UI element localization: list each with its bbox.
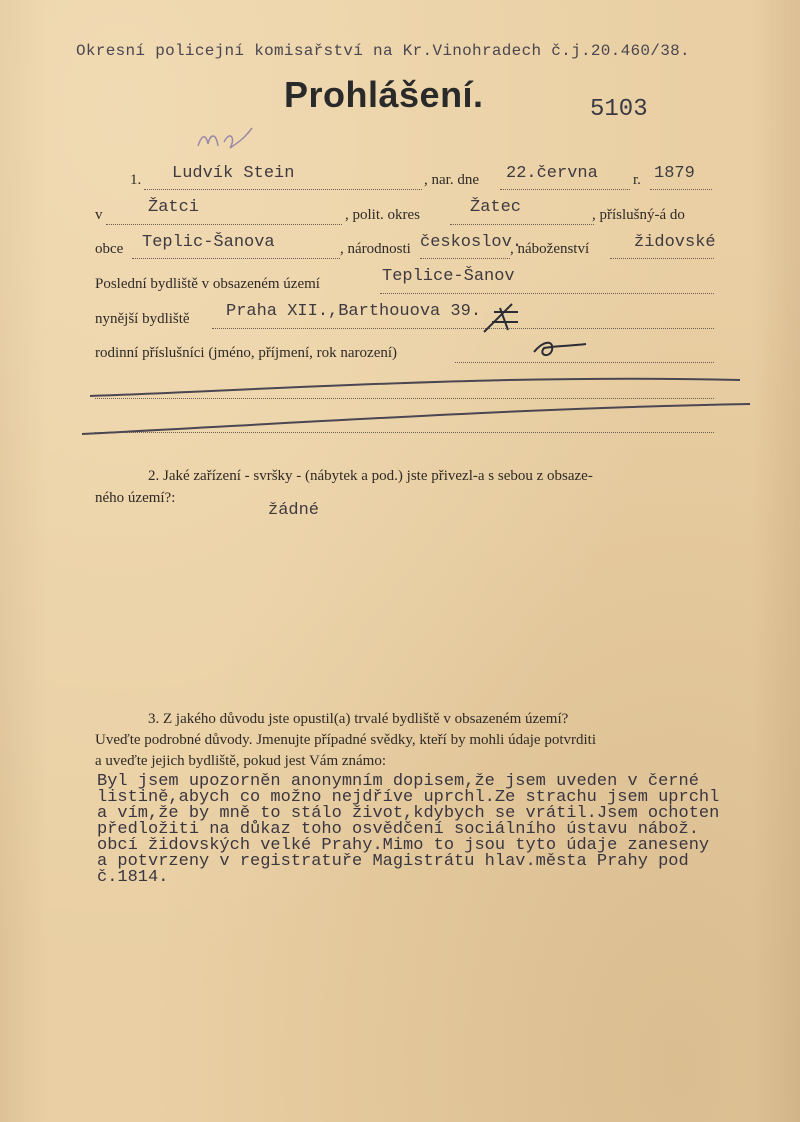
section2-answer: žádné — [268, 501, 320, 520]
office-header: Okresní policejní komisařství na Kr.Vinohradech č.j.20.460/38. — [76, 42, 690, 60]
page-title: Prohlášení. — [284, 74, 484, 115]
answer-line: a potvrzeny v registratuře Magistrátu hlav.města Prahy pod — [97, 852, 689, 871]
answer-line: Byl jsem upozorněn anonymním dopisem,že jsem uveden v černé — [97, 772, 699, 791]
district-value: Žatec — [470, 198, 522, 217]
answer-line: listině,abych co možno nejdříve uprchl.Ze strachu jsem uprchl — [97, 788, 720, 807]
section3-answer — [97, 774, 719, 886]
born-label: , nar. dne — [424, 172, 479, 188]
district-label: , polit. okres — [345, 207, 420, 223]
section3-question-line3: a uveďte jejich bydliště, pokud jest Vám známo: — [95, 753, 387, 769]
answer-line: předložiti na důkaz toho osvědčení sociálního ústavu nábož. — [97, 820, 699, 839]
year-value: 1879 — [654, 164, 695, 183]
religion-value: židovské — [634, 233, 716, 252]
name-value: Ludvík Stein — [172, 164, 295, 183]
section2-question-line1: 2. Jaké zařízení - svršky - (nábytek a pod.) jste přivezl-a s sebou z obsaze- — [148, 468, 593, 484]
handwritten-dash — [530, 336, 590, 362]
religion-label: , náboženství — [510, 241, 590, 257]
strike-lines — [80, 372, 760, 442]
obec-label: obce — [95, 241, 124, 257]
section1-number: 1. — [130, 172, 142, 188]
section3-question-line1: 3. Z jakého důvodu jste opustil(a) trvalé bydliště v obsazeném území? — [148, 711, 569, 727]
answer-line: a vím,že by mně to stálo život,kdybych se vrátil.Jsem ochoten — [97, 804, 720, 823]
answer-line: obcí židovských velké Prahy.Mimo to jsou tyto údaje zaneseny — [97, 836, 710, 855]
birthplace-value: Žatci — [148, 198, 200, 217]
current-residence-label: nynější bydliště — [95, 311, 190, 327]
current-residence-value: Praha XII.,Barthouova 39. — [226, 302, 482, 321]
last-residence-value: Teplice-Šanov — [382, 267, 515, 286]
belongs-label: , příslušný-á do — [592, 207, 685, 223]
section2-question-line2: ného území?: — [95, 490, 176, 506]
answer-line: č.1814. — [97, 868, 169, 887]
handwritten-initials — [190, 120, 260, 160]
nationality-value: českoslov. — [420, 233, 523, 252]
family-label: rodinní příslušníci (jméno, příjmení, rok narození) — [95, 345, 398, 361]
document-number: 5103 — [590, 96, 648, 123]
handwritten-floor-mark — [478, 300, 524, 336]
v-label: v — [95, 207, 103, 223]
section3-question-line2: Uveďte podrobné důvody. Jmenujte případné svědky, kteří by mohli údaje potvrditi — [95, 732, 596, 748]
obec-value: Teplic-Šanova — [142, 233, 275, 252]
year-label: r. — [633, 172, 641, 188]
born-date-value: 22.června — [506, 164, 598, 183]
nationality-label: , národnosti — [340, 241, 411, 257]
last-residence-label: Poslední bydliště v obsazeném území — [95, 276, 320, 292]
